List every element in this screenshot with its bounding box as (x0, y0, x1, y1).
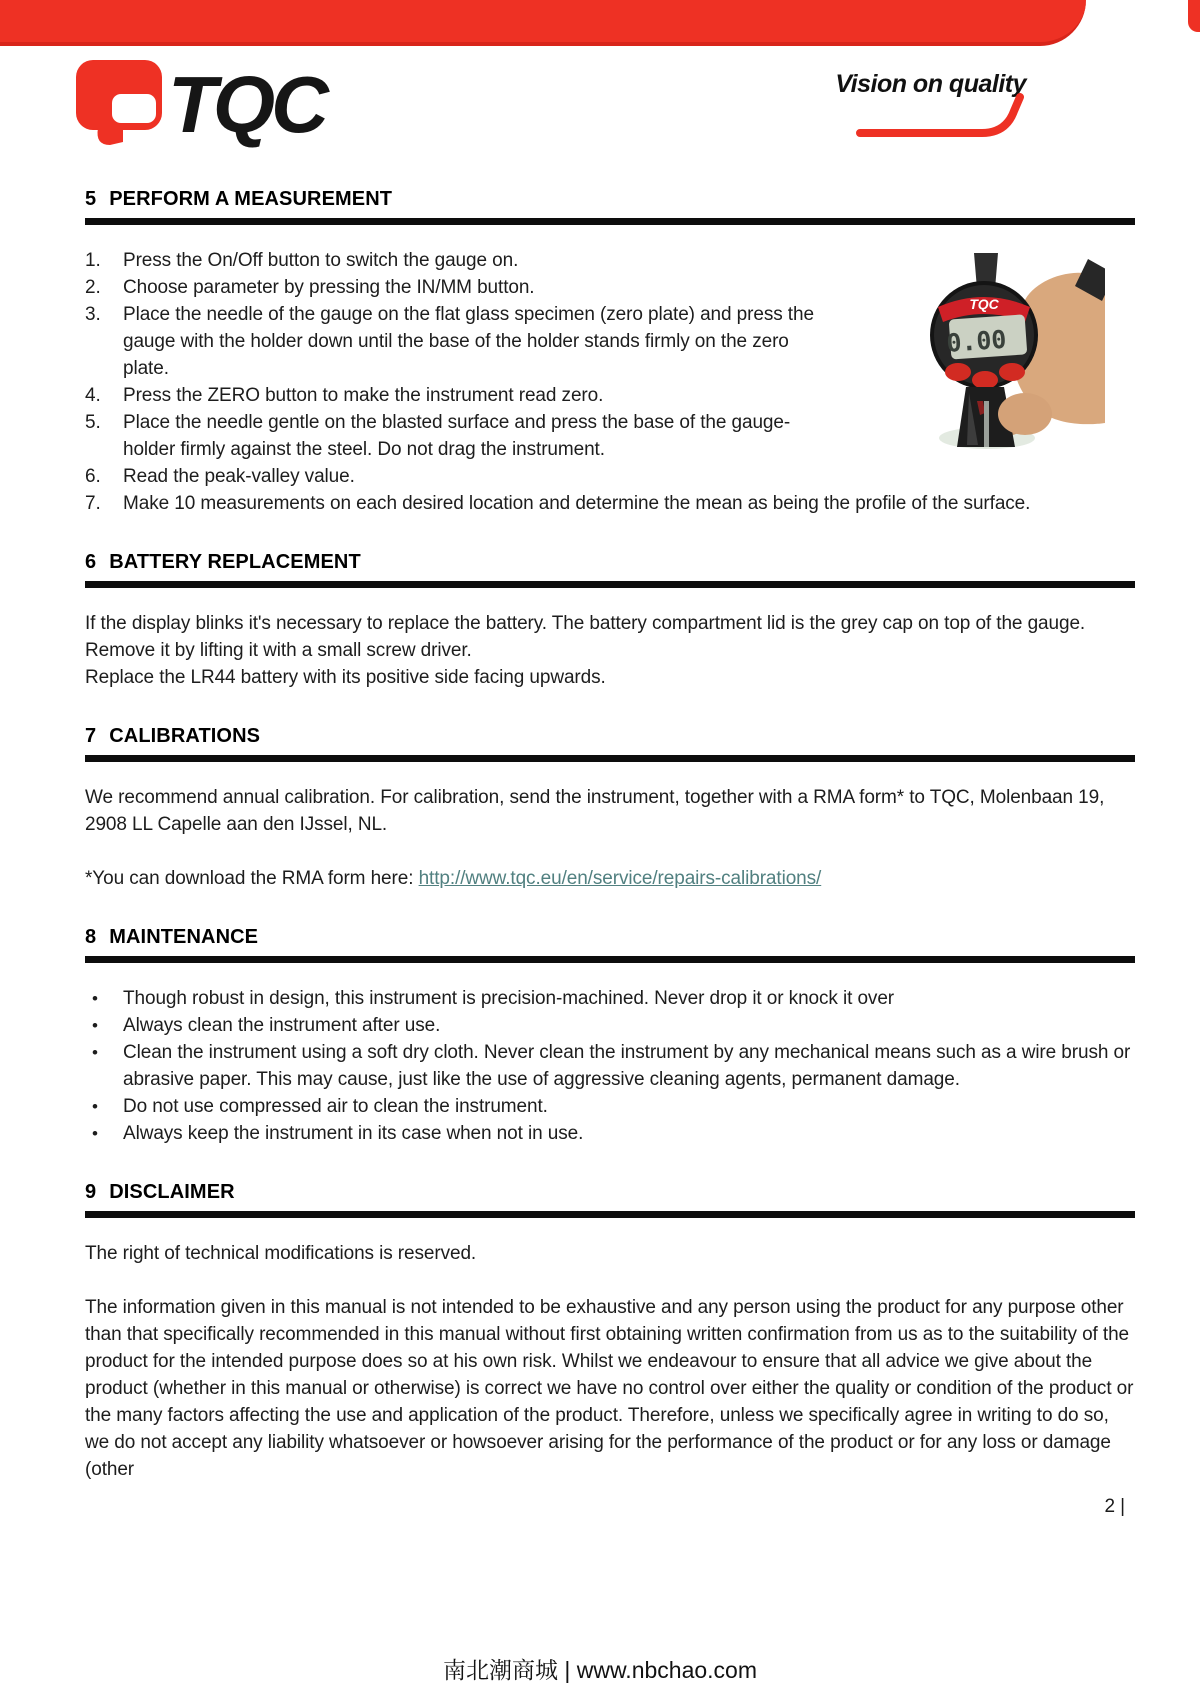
item-number: 2. (85, 277, 101, 298)
bullet-item (85, 1120, 1135, 1147)
calibrations-paragraph: We recommend annual calibration. For calibration, send the instrument, together with a RMA form* to TQC, Molenbaan 19, 2908 LL Capelle aan den IJssel, NL. (85, 787, 1105, 835)
red-header-bar-right-fragment (1188, 0, 1200, 32)
bullet-marker: • (92, 989, 98, 1008)
bullet-text: Though robust in design, this instrument is precision-machined. Never drop it or knock it over (123, 988, 895, 1009)
list-item (85, 490, 1073, 517)
list-item (85, 274, 1135, 301)
section-heading-disclaimer (85, 1181, 1135, 1218)
page-content (85, 188, 1135, 1520)
section-title: BATTERY REPLACEMENT (109, 551, 361, 573)
battery-paragraph (85, 610, 1135, 691)
item-number: 5. (85, 412, 101, 433)
bullet-text: Always keep the instrument in its case when not in use. (123, 1123, 584, 1144)
tqc-logo (74, 54, 334, 155)
section-heading-maintenance (85, 926, 1135, 963)
item-text: Press the ZERO button to make the instrument read zero. (123, 385, 604, 406)
rma-note (85, 865, 1135, 892)
tagline-text: Vision on quality (835, 70, 1026, 98)
rma-note-prefix: *You can download the RMA form here: (85, 868, 419, 889)
list-item (85, 247, 1135, 274)
gauge-lcd-value: 0.00 (945, 324, 1008, 358)
item-number: 7. (85, 493, 101, 514)
battery-line-2: Replace the LR44 battery with its positive side facing upwards. (85, 667, 606, 688)
section-title: CALIBRATIONS (109, 725, 261, 747)
bullet-item (85, 1012, 1135, 1039)
item-text: Make 10 measurements on each desired location and determine the mean as being the profile of the surface. (123, 493, 1031, 514)
bullet-text: Always clean the instrument after use. (123, 1015, 441, 1036)
item-text: Read the peak-valley value. (123, 466, 355, 487)
footer (0, 1652, 1200, 1685)
list-item (85, 301, 1135, 382)
bullet-text: Do not use compressed air to clean the instrument. (123, 1096, 548, 1117)
gauge-brand-text: TQC (969, 296, 999, 312)
bullet-item (85, 985, 1135, 1012)
item-number: 4. (85, 385, 101, 406)
item-text: Place the needle gentle on the blasted surface and press the base of the gauge-holder firmly against the steel. Do not drag the instrument. (123, 412, 791, 460)
maintenance-list (85, 985, 1135, 1147)
section-heading-battery (85, 551, 1135, 588)
item-number: 3. (85, 304, 101, 325)
bullet-item (85, 1039, 1135, 1093)
item-number: 6. (85, 466, 101, 487)
section-title: DISCLAIMER (109, 1181, 235, 1203)
tagline (828, 70, 1040, 141)
section-number: 8 (85, 926, 97, 948)
item-text: Press the On/Off button to switch the gauge on. (123, 250, 519, 271)
page-number: 2 | (1104, 1496, 1125, 1517)
list-item (85, 409, 1135, 463)
footer-text: 南北潮商城 | www.nbchao.com (442, 1657, 757, 1683)
section-heading-calibrations (85, 725, 1135, 762)
bullet-marker: • (92, 1097, 98, 1116)
battery-line-1: If the display blinks it's necessary to replace the battery. The battery compartment lid is the grey cap on top of the gauge. Remove it by lifting it with a small screw driver. (85, 613, 1086, 661)
section-number: 7 (85, 725, 97, 747)
item-number: 1. (85, 250, 101, 271)
bullet-marker: • (92, 1124, 98, 1143)
disclaimer-paragraph-2: The information given in this manual is not intended to be exhaustive and any person using the product for any purpose other than that specifically recommended in this manual without first obtaining written confirmation from us as to the suitability of the product for the intended purpose does so at his own risk. Whilst we endeavour to ensure that all advice we give about the product (whether in this manual or otherwise) is correct we have no control over either the quality or condition of the product or the many factors affecting the use and application of the product. Therefore, unless we specifically agree in writing to do so, we do not accept any liability whatsoever or howsoever arising for the performance of the product or for any loss or damage (other (85, 1297, 1134, 1480)
logo-text: TQC (168, 60, 325, 149)
bullet-marker: • (92, 1016, 98, 1035)
bullet-marker: • (92, 1043, 98, 1062)
logo-mark-icon (74, 54, 334, 150)
section-number: 9 (85, 1181, 97, 1203)
section-title: MAINTENANCE (109, 926, 259, 948)
section-number: 6 (85, 551, 97, 573)
list-item (85, 463, 1135, 490)
item-text: Choose parameter by pressing the IN/MM button. (123, 277, 535, 298)
rma-link[interactable]: http://www.tqc.eu/en/service/repairs-calibrations/ (418, 868, 822, 889)
section-title: PERFORM A MEASUREMENT (109, 188, 393, 210)
tagline-swoosh-icon (854, 93, 1040, 141)
measure-list (85, 247, 1135, 517)
disclaimer-paragraph-1: The right of technical modifications is reserved. (85, 1243, 477, 1264)
bullet-text: Clean the instrument using a soft dry cloth. Never clean the instrument by any mechanical means such as a wire brush or abrasive paper. This may cause, just like the use of aggressive cleaning agents, permanent damage. (123, 1042, 1131, 1090)
section-heading-measure (85, 188, 1135, 225)
bullet-item (85, 1093, 1135, 1120)
section-number: 5 (85, 188, 97, 210)
list-item (85, 382, 1135, 409)
item-text: Place the needle of the gauge on the flat glass specimen (zero plate) and press the gauge with the holder down until the base of the holder stands firmly on the zero plate. (123, 304, 814, 379)
red-header-bar (0, 0, 1086, 46)
